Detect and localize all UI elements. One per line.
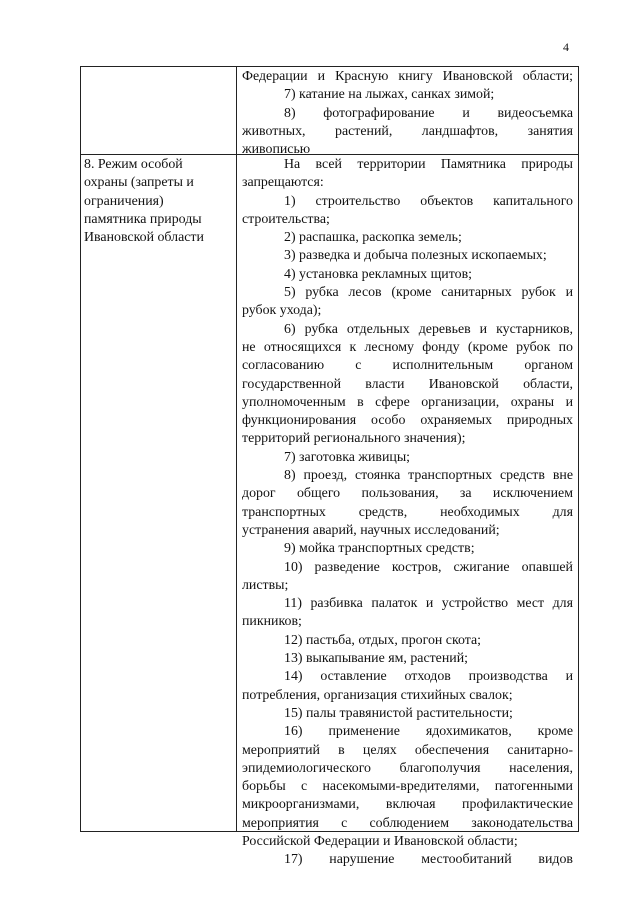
text-line: государственной власти Ивановской области, bbox=[242, 376, 573, 392]
row-8-label-line: Ивановской области bbox=[84, 230, 204, 246]
text-line: функционирования особо охраняемых природных bbox=[242, 413, 573, 429]
text-line: территорий регионального значения); bbox=[242, 431, 466, 447]
text-line: 8) фотографирование и видеосъемка bbox=[284, 105, 573, 121]
text-line: согласованию с исполнительным органом bbox=[242, 358, 573, 374]
text-line: 10) разведение костров, сжигание опавшей bbox=[284, 559, 573, 575]
page-number: 4 bbox=[563, 40, 569, 54]
text-line: 8) проезд, стоянка транспортных средств вне bbox=[284, 468, 573, 484]
text-line: 6) рубка отдельных деревьев и кустарников, bbox=[284, 321, 573, 337]
text-line: 7) заготовка живицы; bbox=[284, 449, 411, 465]
text-line: 11) разбивка палаток и устройство мест для bbox=[284, 596, 573, 612]
table-border-right bbox=[578, 66, 579, 832]
row-8-label-line: ограничения) bbox=[84, 193, 164, 209]
text-line: мероприятий в целях обеспечения санитарно- bbox=[242, 742, 573, 758]
text-line: 12) пастьба, отдых, прогон скота; bbox=[284, 632, 482, 648]
text-line: листвы; bbox=[242, 577, 289, 593]
text-line: 7) катание на лыжах, санках зимой; bbox=[284, 87, 495, 103]
text-line: живописью bbox=[242, 142, 311, 158]
text-line: 4) установка рекламных щитов; bbox=[284, 266, 472, 282]
row-8-label-line: охраны (запреты и bbox=[84, 175, 194, 191]
text-line: Федерации и Красную книгу Ивановской области; bbox=[242, 69, 573, 84]
table-column-divider bbox=[236, 66, 237, 832]
text-line: устранения аварий, научных исследований; bbox=[242, 522, 500, 538]
text-line: дорог общего пользования, за исключением bbox=[242, 486, 573, 502]
text-line: 9) мойка транспортных средств; bbox=[284, 541, 475, 557]
row-8-label-line: памятника природы bbox=[84, 211, 202, 227]
text-line: 5) рубка лесов (кроме санитарных рубок и bbox=[284, 285, 573, 301]
text-line: На всей территории Памятника природы bbox=[284, 157, 573, 172]
text-line: не относящихся к лесному фонду (кроме рубок по bbox=[242, 339, 573, 355]
row-8-content-cell bbox=[242, 156, 573, 870]
text-line: животных, растений, ландшафтов, занятия bbox=[242, 123, 573, 139]
continuation-cell bbox=[242, 68, 573, 159]
text-line: потребления, организация стихийных свалок; bbox=[242, 687, 513, 703]
text-line: запрещаются: bbox=[242, 175, 324, 191]
row-8-label-cell bbox=[84, 156, 230, 247]
text-line: микроорганизмами, включая профилактические bbox=[242, 797, 573, 813]
text-line: строительства; bbox=[242, 211, 330, 227]
table-border-left bbox=[80, 66, 81, 832]
text-line: борьбы с насекомыми-вредителями, патогенными bbox=[242, 779, 573, 795]
text-line: уполномоченным в сфере организации, охраны и bbox=[242, 394, 573, 410]
text-line: 1) строительство объектов капитального bbox=[284, 193, 573, 209]
text-line: эпидемиологического благополучия населения, bbox=[242, 760, 573, 776]
text-line: 17) нарушение местообитаний видов bbox=[284, 852, 573, 868]
text-line: пикников; bbox=[242, 614, 302, 630]
text-line: 2) распашка, раскопка земель; bbox=[284, 230, 462, 246]
text-line: 3) разведка и добыча полезных ископаемых; bbox=[284, 248, 547, 264]
text-line: 14) оставление отходов производства и bbox=[284, 669, 573, 685]
text-line: рубок ухода); bbox=[242, 303, 322, 319]
text-line: Российской Федерации и Ивановской области; bbox=[242, 833, 518, 849]
row-8-label-line: 8. Режим особой bbox=[84, 157, 183, 172]
text-line: 16) применение ядохимикатов, кроме bbox=[284, 724, 573, 740]
text-line: 15) палы травянистой растительности; bbox=[284, 705, 513, 721]
text-line: транспортных средств, необходимых для bbox=[242, 504, 573, 520]
text-line: мероприятия с соблюдением законодательства bbox=[242, 815, 573, 831]
table-border-top bbox=[80, 66, 578, 67]
text-line: 13) выкапывание ям, растений; bbox=[284, 651, 469, 667]
